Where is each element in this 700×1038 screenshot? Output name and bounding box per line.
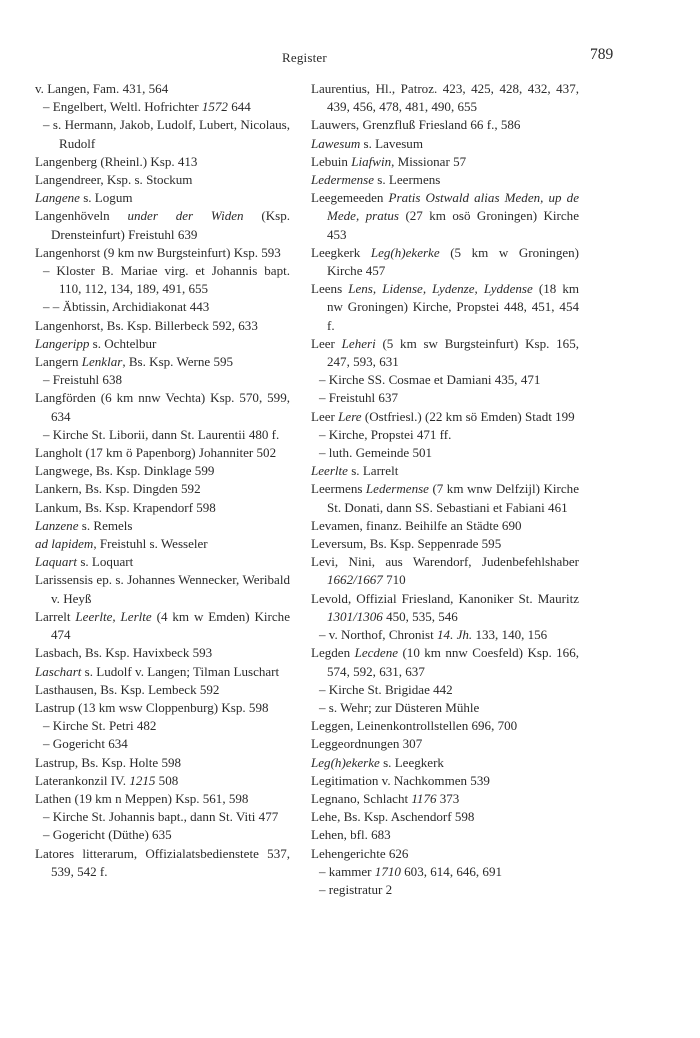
index-entry: Lehen, bfl. 683	[311, 827, 391, 843]
index-entry: Lehengerichte 626	[311, 845, 409, 861]
index-entry: Langförden (6 km nnw Vechta) Ksp. 570, 599, 634	[35, 390, 290, 424]
index-entry: – Kirche St. Petri 482	[43, 718, 157, 734]
index-entry: – Engelbert, Weltl. Hofrichter 1572 644	[43, 99, 251, 115]
index-entry: – Freistuhl 638	[43, 372, 123, 388]
index-entry: Langwege, Bs. Ksp. Dinklage 599	[35, 463, 215, 479]
index-column-left	[35, 80, 290, 881]
index-entry: Langenberg (Rheinl.) Ksp. 413	[35, 153, 198, 169]
index-entry: Ledermense s. Leermens	[311, 172, 441, 188]
index-entry: Langern Lenklar, Bs. Ksp. Werne 595	[35, 354, 234, 370]
index-entry: Lankern, Bs. Ksp. Dingden 592	[35, 481, 201, 497]
index-entry: Langene s. Logum	[35, 190, 133, 206]
index-entry: Langeripp s. Ochtelbur	[35, 335, 157, 351]
index-entry: Lawesum s. Lavesum	[311, 135, 423, 151]
index-entry: Leerlte s. Larrelt	[311, 463, 399, 479]
index-entry: – s. Hermann, Jakob, Ludolf, Lubert, Nicolaus, Rudolf	[43, 117, 290, 151]
index-entry: – Kirche, Propstei 471 ff.	[319, 426, 452, 442]
index-entry: Langendreer, Ksp. s. Stockum	[35, 172, 193, 188]
index-entry: Lastrup, Bs. Ksp. Holte 598	[35, 754, 182, 770]
index-entry: v. Langen, Fam. 431, 564	[35, 81, 169, 96]
index-entry: – Kirche SS. Cosmae et Damiani 435, 471	[319, 372, 541, 388]
index-entry: Lehe, Bs. Ksp. Aschendorf 598	[311, 809, 475, 825]
index-entry: Levi, Nini, aus Warendorf, Judenbefehlshaber 1662/1667 710	[311, 554, 579, 588]
index-entry: Lanzene s. Remels	[35, 517, 133, 533]
index-entry: – kammer 1710 603, 614, 646, 691	[319, 863, 503, 879]
page-number: 789	[590, 46, 614, 63]
index-entry: Lastrup (13 km wsw Cloppenburg) Ksp. 598	[35, 699, 269, 715]
index-entry: Levold, Offizial Friesland, Kanoniker St. Mauritz 1301/1306 450, 535, 546	[311, 590, 579, 624]
index-entry: – registratur 2	[319, 881, 393, 897]
index-entry: – Kirche St. Liborii, dann St. Laurentii 480 f.	[43, 426, 280, 442]
index-entry: Larissensis ep. s. Johannes Wennecker, Weribald v. Heyß	[35, 572, 290, 606]
index-entry: – – Äbtissin, Archidiakonat 443	[43, 299, 210, 315]
index-entry: – Freistuhl 637	[319, 390, 399, 406]
index-entry: Leegemeeden Pratis Ostwald alias Meden, up de Mede, pratus (27 km osö Groningen) Kirche 453	[311, 190, 579, 242]
running-title: Register	[282, 50, 327, 65]
index-entry: – Kloster B. Mariae virg. et Johannis bapt. 110, 112, 134, 189, 491, 655	[43, 263, 290, 297]
index-entry: Lauwers, Grenzfluß Friesland 66 f., 586	[311, 117, 521, 133]
index-entry: Laterankonzil IV. 1215 508	[35, 772, 179, 788]
index-entry: Leg(h)ekerke s. Leegkerk	[311, 754, 444, 770]
index-entry: Latores litterarum, Offizialatsbedienstete 537, 539, 542 f.	[35, 845, 290, 879]
index-entry: Leer Lere (Ostfriesl.) (22 km sö Emden) Stadt 199	[311, 408, 575, 424]
index-entry: Lathen (19 km n Meppen) Ksp. 561, 598	[35, 790, 249, 806]
index-entry: Larrelt Leerlte, Lerlte (4 km w Emden) Kirche 474	[35, 608, 290, 643]
page-header	[0, 44, 700, 70]
index-entry: Laquart s. Loquart	[35, 554, 134, 570]
index-entry: Lankum, Bs. Ksp. Krapendorf 598	[35, 499, 216, 515]
index-column-right	[311, 80, 579, 899]
index-entry: Langholt (17 km ö Papenborg) Johanniter 502	[35, 445, 277, 461]
index-entry: Langenhorst, Bs. Ksp. Billerbeck 592, 633	[35, 317, 258, 333]
index-entry: Leermens Ledermense (7 km wnw Delfzijl) Kirche St. Donati, dann SS. Sebastiani et Fabiani 461	[311, 481, 579, 515]
index-entry: Langenhöveln under der Widen (Ksp. Drensteinfurt) Freistuhl 639	[35, 208, 290, 242]
index-entry: Laschart s. Ludolf v. Langen; Tilman Luschart	[35, 663, 280, 679]
index-entry: – luth. Gemeinde 501	[319, 445, 433, 461]
index-entry: Leversum, Bs. Ksp. Seppenrade 595	[311, 536, 502, 552]
index-entry: Legden Lecdene (10 km nnw Coesfeld) Ksp. 166, 574, 592, 631, 637	[311, 645, 579, 679]
index-entry: Leer Leheri (5 km sw Burgsteinfurt) Ksp. 165, 247, 593, 631	[311, 335, 579, 370]
index-entry: Lasbach, Bs. Ksp. Havixbeck 593	[35, 645, 213, 661]
index-entry: – Gogericht (Düthe) 635	[43, 827, 172, 843]
index-entry: Leens Lens, Lidense, Lydenze, Lyddense (18 km nw Groningen) Kirche, Propstei 448, 451, 454 f.	[311, 281, 579, 333]
index-entry: Langenhorst (9 km nw Burgsteinfurt) Ksp. 593	[35, 244, 281, 260]
index-entry: – s. Wehr; zur Düsteren Mühle	[319, 699, 480, 715]
index-entry: Leegkerk Leg(h)ekerke (5 km w Groningen) Kirche 457	[311, 244, 579, 279]
index-entry: – Kirche St. Johannis bapt., dann St. Viti 477	[43, 809, 279, 825]
index-entry: Lasthausen, Bs. Ksp. Lembeck 592	[35, 681, 220, 697]
index-entry: Legitimation v. Nachkommen 539	[311, 772, 490, 788]
index-entry: Levamen, finanz. Beihilfe an Städte 690	[311, 517, 522, 533]
index-entry: Lebuin Liafwin, Missionar 57	[311, 153, 467, 169]
index-entry: Leggeordnungen 307	[311, 736, 423, 752]
index-entry: – Gogericht 634	[43, 736, 128, 752]
index-entry: ad lapidem, Freistuhl s. Wesseler	[35, 536, 208, 552]
index-entry: Leggen, Leinenkontrollstellen 696, 700	[311, 718, 518, 734]
index-entry: Laurentius, Hl., Patroz. 423, 425, 428, 432, 437, 439, 456, 478, 481, 490, 655	[311, 81, 579, 115]
index-entry: – v. Northof, Chronist 14. Jh. 133, 140, 156	[319, 627, 548, 643]
index-entry: Legnano, Schlacht 1176 373	[311, 790, 460, 806]
index-entry: – Kirche St. Brigidae 442	[319, 681, 453, 697]
